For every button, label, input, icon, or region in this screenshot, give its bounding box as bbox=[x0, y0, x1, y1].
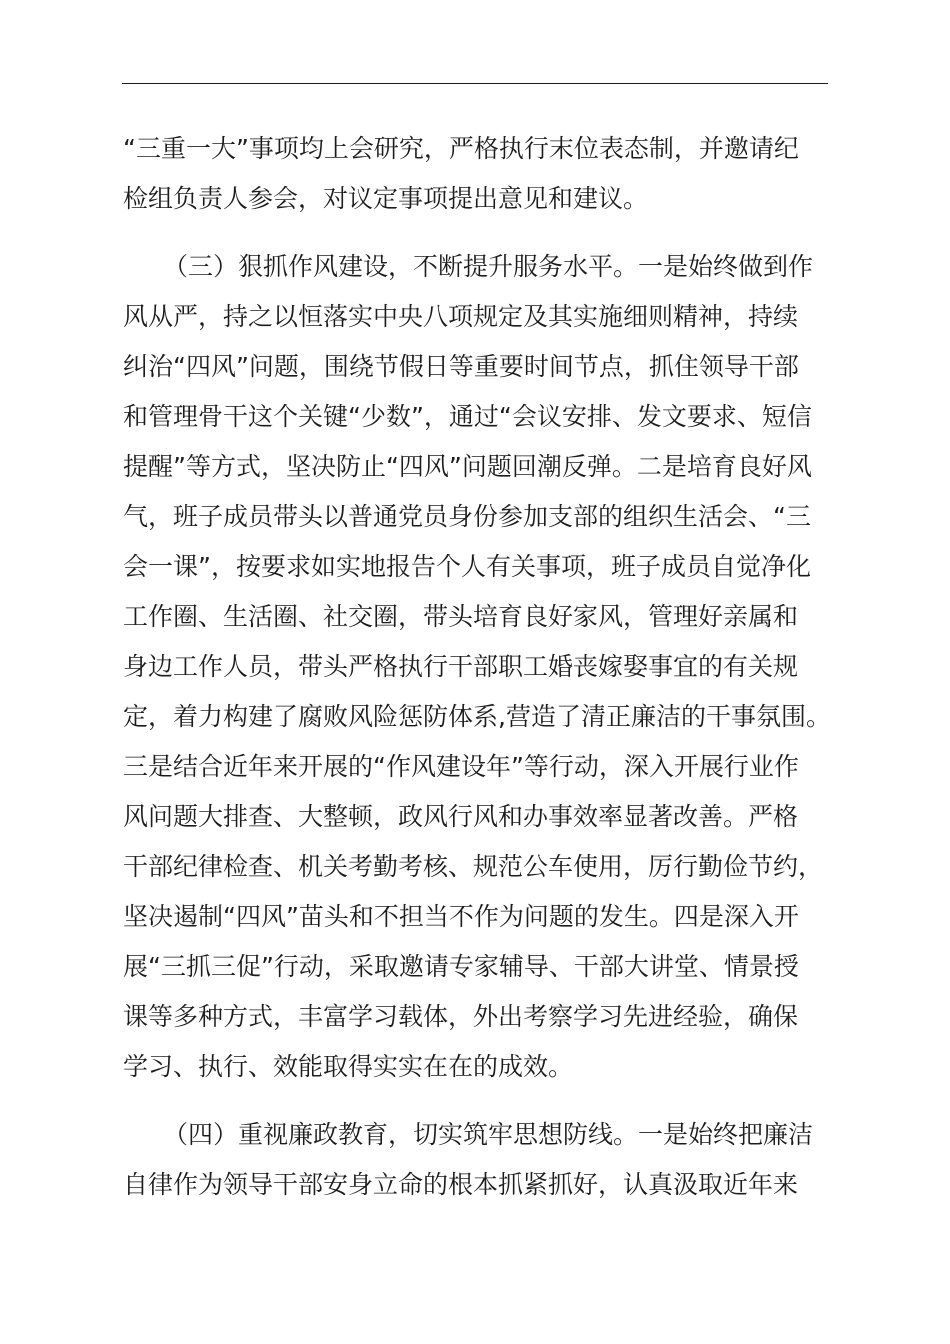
text-line: “三重一大”事项均上会研究，严格执行末位表态制，并邀请纪 bbox=[123, 134, 799, 163]
document-body bbox=[123, 124, 831, 1210]
text-line: 提醒”等方式，坚决防止“四风”问题回潮反弹。二是培育良好风 bbox=[123, 452, 812, 481]
text-line: 身边工作人员，带头严格执行干部职工婚丧嫁娶事宜的有关规 bbox=[123, 652, 799, 681]
paragraph-1 bbox=[123, 124, 831, 224]
text-line: 风从严，持之以恒落实中央八项规定及其实施细则精神，持续 bbox=[123, 302, 799, 331]
text-line: 三是结合近年来开展的“作风建设年”等行动，深入开展行业作 bbox=[123, 752, 799, 781]
text-line: 展“三抓三促”行动，采取邀请专家辅导、干部大讲堂、情景授 bbox=[123, 952, 799, 981]
text-line: 自律作为领导干部安身立命的根本抓紧抓好，认真汲取近年来 bbox=[123, 1170, 799, 1199]
header-rule bbox=[122, 83, 828, 84]
text-line: （三）狠抓作风建设，不断提升服务水平。一是始终做到作 bbox=[163, 252, 814, 281]
text-line: 坚决遏制“四风”苗头和不担当不作为问题的发生。四是深入开 bbox=[123, 902, 799, 931]
text-line: 和管理骨干这个关键“少数”，通过“会议安排、发文要求、短信 bbox=[123, 402, 812, 431]
text-line: 学习、执行、效能取得实实在在的成效。 bbox=[123, 1052, 574, 1081]
paragraph-2 bbox=[123, 242, 831, 1092]
text-line: 纠治“四风”问题，围绕节假日等重要时间节点，抓住领导干部 bbox=[123, 352, 799, 381]
text-line: 检组负责人参会，对议定事项提出意见和建议。 bbox=[123, 184, 649, 213]
text-line: 课等多种方式，丰富学习载体，外出考察学习先进经验，确保 bbox=[123, 1002, 799, 1031]
text-line: 会一课”，按要求如实地报告个人有关事项，班子成员自觉净化 bbox=[123, 552, 811, 581]
text-line: 气，班子成员带头以普通党员身份参加支部的组织生活会、“三 bbox=[123, 502, 811, 531]
paragraph-3 bbox=[123, 1110, 831, 1210]
text-line: 工作圈、生活圈、社交圈，带头培育良好家风，管理好亲属和 bbox=[123, 602, 799, 631]
text-line: 定，着力构建了腐败风险惩防体系,营造了清正廉洁的干事氛围。 bbox=[123, 702, 831, 731]
text-line: 风问题大排查、大整顿，政风行风和办事效率显著改善。严格 bbox=[123, 802, 799, 831]
text-line: 干部纪律检查、机关考勤考核、规范公车使用，厉行勤俭节约， bbox=[123, 852, 824, 881]
text-line: （四）重视廉政教育，切实筑牢思想防线。一是始终把廉洁 bbox=[163, 1120, 814, 1149]
